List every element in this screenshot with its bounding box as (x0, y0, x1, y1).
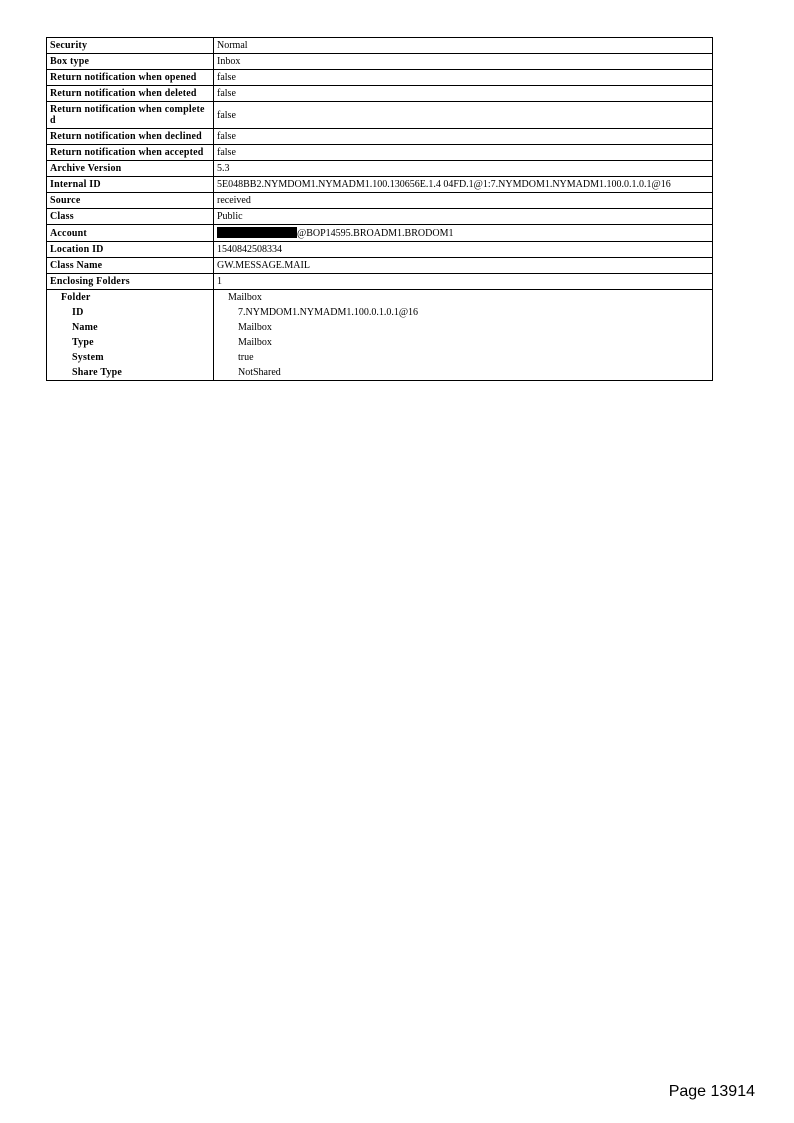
property-label: System (47, 350, 214, 365)
table-row (47, 38, 713, 54)
property-label: Location ID (47, 242, 214, 258)
property-value: 5E048BB2.NYMDOM1.NYMADM1.100.130656E.1.4 04FD.1@1:7.NYMDOM1.NYMADM1.100.0.1.0.1@16 (214, 177, 713, 193)
property-label: Return notification when opened (47, 70, 214, 86)
property-value: NotShared (214, 365, 713, 381)
property-value: Mailbox (214, 320, 713, 335)
property-value: false (214, 102, 713, 129)
table-row (47, 305, 713, 320)
table-row (47, 258, 713, 274)
property-label: Class (47, 209, 214, 225)
table-row (47, 350, 713, 365)
property-value: Normal (214, 38, 713, 54)
account-domain: @BOP14595.BROADM1.BRODOM1 (297, 228, 454, 239)
table-row (47, 102, 713, 129)
table-row (47, 242, 713, 258)
table-row (47, 209, 713, 225)
property-value: false (214, 145, 713, 161)
table-row (47, 320, 713, 335)
property-label: Internal ID (47, 177, 214, 193)
table-row (47, 335, 713, 350)
table-row (47, 145, 713, 161)
table-row (47, 177, 713, 193)
property-value: GW.MESSAGE.MAIL (214, 258, 713, 274)
table-row (47, 129, 713, 145)
property-value: false (214, 70, 713, 86)
table-row (47, 54, 713, 70)
property-value: Inbox (214, 54, 713, 70)
property-label: Enclosing Folders (47, 274, 214, 290)
property-value: false (214, 129, 713, 145)
table-row (47, 365, 713, 381)
property-label: ID (47, 305, 214, 320)
property-label: Return notification when completed (47, 102, 214, 129)
property-label: Return notification when declined (47, 129, 214, 145)
property-value: Public (214, 209, 713, 225)
property-value: 1 (214, 274, 713, 290)
property-label: Name (47, 320, 214, 335)
property-value: Mailbox (214, 335, 713, 350)
property-label: Account (47, 225, 214, 242)
property-value: false (214, 86, 713, 102)
property-label: Class Name (47, 258, 214, 274)
table-row (47, 86, 713, 102)
table-row (47, 274, 713, 290)
redaction-block (217, 227, 297, 238)
property-label: Security (47, 38, 214, 54)
page-number: Page 13914 (668, 1083, 755, 1100)
table-row (47, 290, 713, 306)
property-value: 1540842508334 (214, 242, 713, 258)
property-label: Box type (47, 54, 214, 70)
property-label: Return notification when deleted (47, 86, 214, 102)
property-value: 7.NYMDOM1.NYMADM1.100.0.1.0.1@16 (214, 305, 713, 320)
property-value: true (214, 350, 713, 365)
table-row (47, 70, 713, 86)
property-value: Mailbox (214, 290, 713, 306)
properties-table (46, 37, 713, 381)
property-value (214, 225, 713, 242)
property-label: Archive Version (47, 161, 214, 177)
property-value: received (214, 193, 713, 209)
table-row (47, 193, 713, 209)
property-label: Type (47, 335, 214, 350)
property-label: Folder (47, 290, 214, 306)
property-label: Source (47, 193, 214, 209)
property-label: Share Type (47, 365, 214, 381)
table-row (47, 225, 713, 242)
property-label: Return notification when accepted (47, 145, 214, 161)
table-row (47, 161, 713, 177)
property-value: 5.3 (214, 161, 713, 177)
